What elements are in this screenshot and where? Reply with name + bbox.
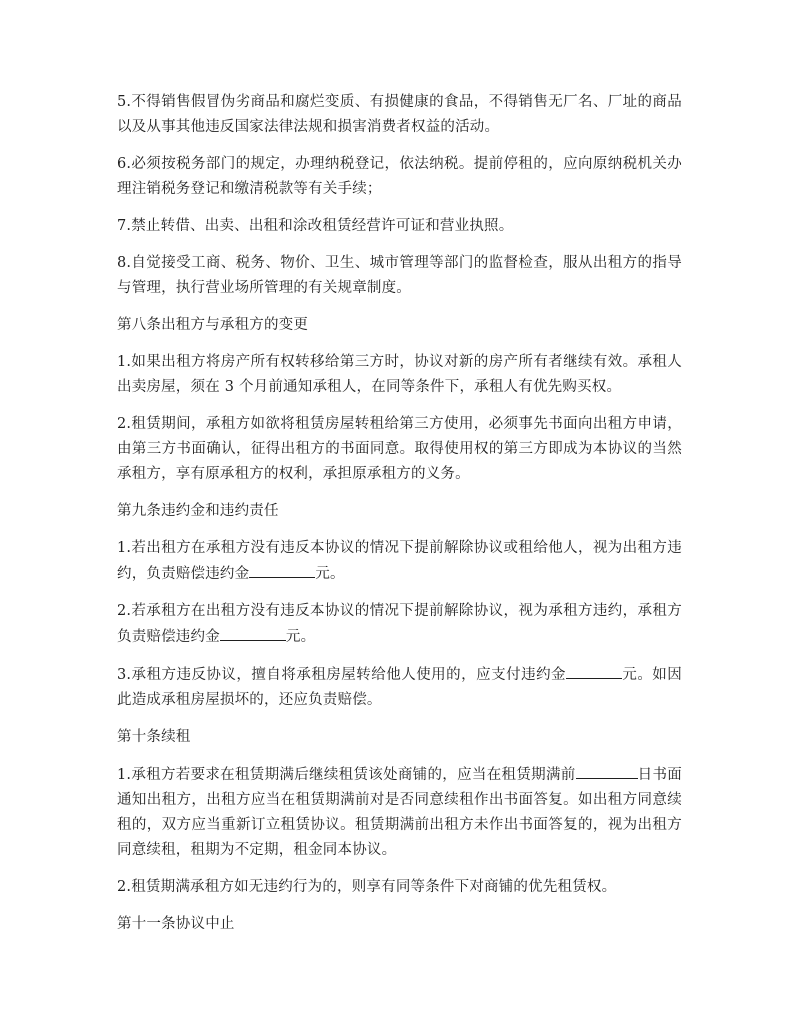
clause-7-item-6: 6.必须按税务部门的规定，办理纳税登记，依法纳税。提前停租的，应向原纳税机关办理注销税务登记和缴清税款等有关手续；	[117, 156, 682, 197]
clause-11-heading: 第十一条协议中止	[117, 916, 235, 932]
clause-10-item-1-rest: 日书面通知出租方，出租方应当在租赁期满前对是否同意续租作出书面答复。如出租方同意续租的，双方应当重新订立租赁协议。租赁期满前出租方未作出书面答复的，视为出租方同意续租，租期为不定期，租金同本协议。	[117, 767, 683, 858]
penalty-amount-blank	[249, 561, 315, 578]
clause-9-item-2	[117, 599, 682, 650]
clause-8-heading: 第八条出租方与承租方的变更	[117, 317, 309, 333]
clause-8-item-2: 2.租赁期间，承租方如欲将租赁房屋转租给第三方使用，必须事先书面向出租方申请，由第三方书面确认，征得出租方的书面同意。取得使用权的第三方即成为本协议的当然承租方，享有原承租方的权利，承担原承租方的义务。	[117, 416, 682, 482]
clause-9-item-2-text: 2.若承租方在出租方没有违反本协议的情况下提前解除协议，视为承租方违约，承租方负责赔偿违约金	[117, 603, 682, 645]
clause-9-item-1	[117, 536, 682, 587]
clause-9-item-1-unit: 元。	[315, 566, 345, 582]
clause-9-item-3-rest: 元。如因此造成承租房屋损坏的，还应负责赔偿。	[117, 667, 682, 708]
clause-7-item-8: 8.自觉接受工商、税务、物价、卫生、城市管理等部门的监督检查，服从出租方的指导与管理，执行营业场所管理的有关规章制度。	[117, 255, 682, 296]
clause-9-heading: 第九条违约金和违约责任	[117, 503, 279, 519]
clause-9-item-3-text: 3.承租方违反协议，擅自将承租房屋转给他人使用的，应支付违约金	[117, 667, 567, 683]
penalty-amount-blank	[566, 662, 622, 679]
clause-10-item-1	[117, 762, 682, 863]
clause-10-item-1-text: 1.承租方若要求在租赁期满后继续租赁该处商铺的，应当在租赁期满前	[117, 767, 576, 783]
clause-7-item-5: 5.不得销售假冒伪劣商品和腐烂变质、有损健康的食品，不得销售无厂名、厂址的商品以及从事其他违反国家法律法规和损害消费者权益的活动。	[117, 94, 682, 135]
penalty-amount-blank	[220, 624, 286, 641]
clause-9-item-1-text: 1.若出租方在承租方没有违反本协议的情况下提前解除协议或租给他人，视为出租方违约，负责赔偿违约金	[117, 540, 682, 582]
document-body	[117, 90, 682, 949]
clause-9-item-3	[117, 662, 682, 713]
clause-10-item-2: 2.租赁期满承租方如无违约行为的，则享有同等条件下对商铺的优先租赁权。	[117, 879, 617, 895]
clause-7-item-7: 7.禁止转借、出卖、出租和涂改租赁经营许可证和营业执照。	[117, 218, 514, 234]
notice-days-blank	[576, 762, 638, 779]
clause-8-item-1: 1.如果出租方将房产所有权转移给第三方时，协议对新的房产所有者继续有效。承租人出卖房屋，须在 3 个月前通知承租人，在同等条件下，承租人有优先购买权。	[117, 354, 682, 395]
clause-9-item-2-unit: 元。	[285, 629, 316, 645]
clause-10-heading: 第十条续租	[117, 729, 191, 745]
